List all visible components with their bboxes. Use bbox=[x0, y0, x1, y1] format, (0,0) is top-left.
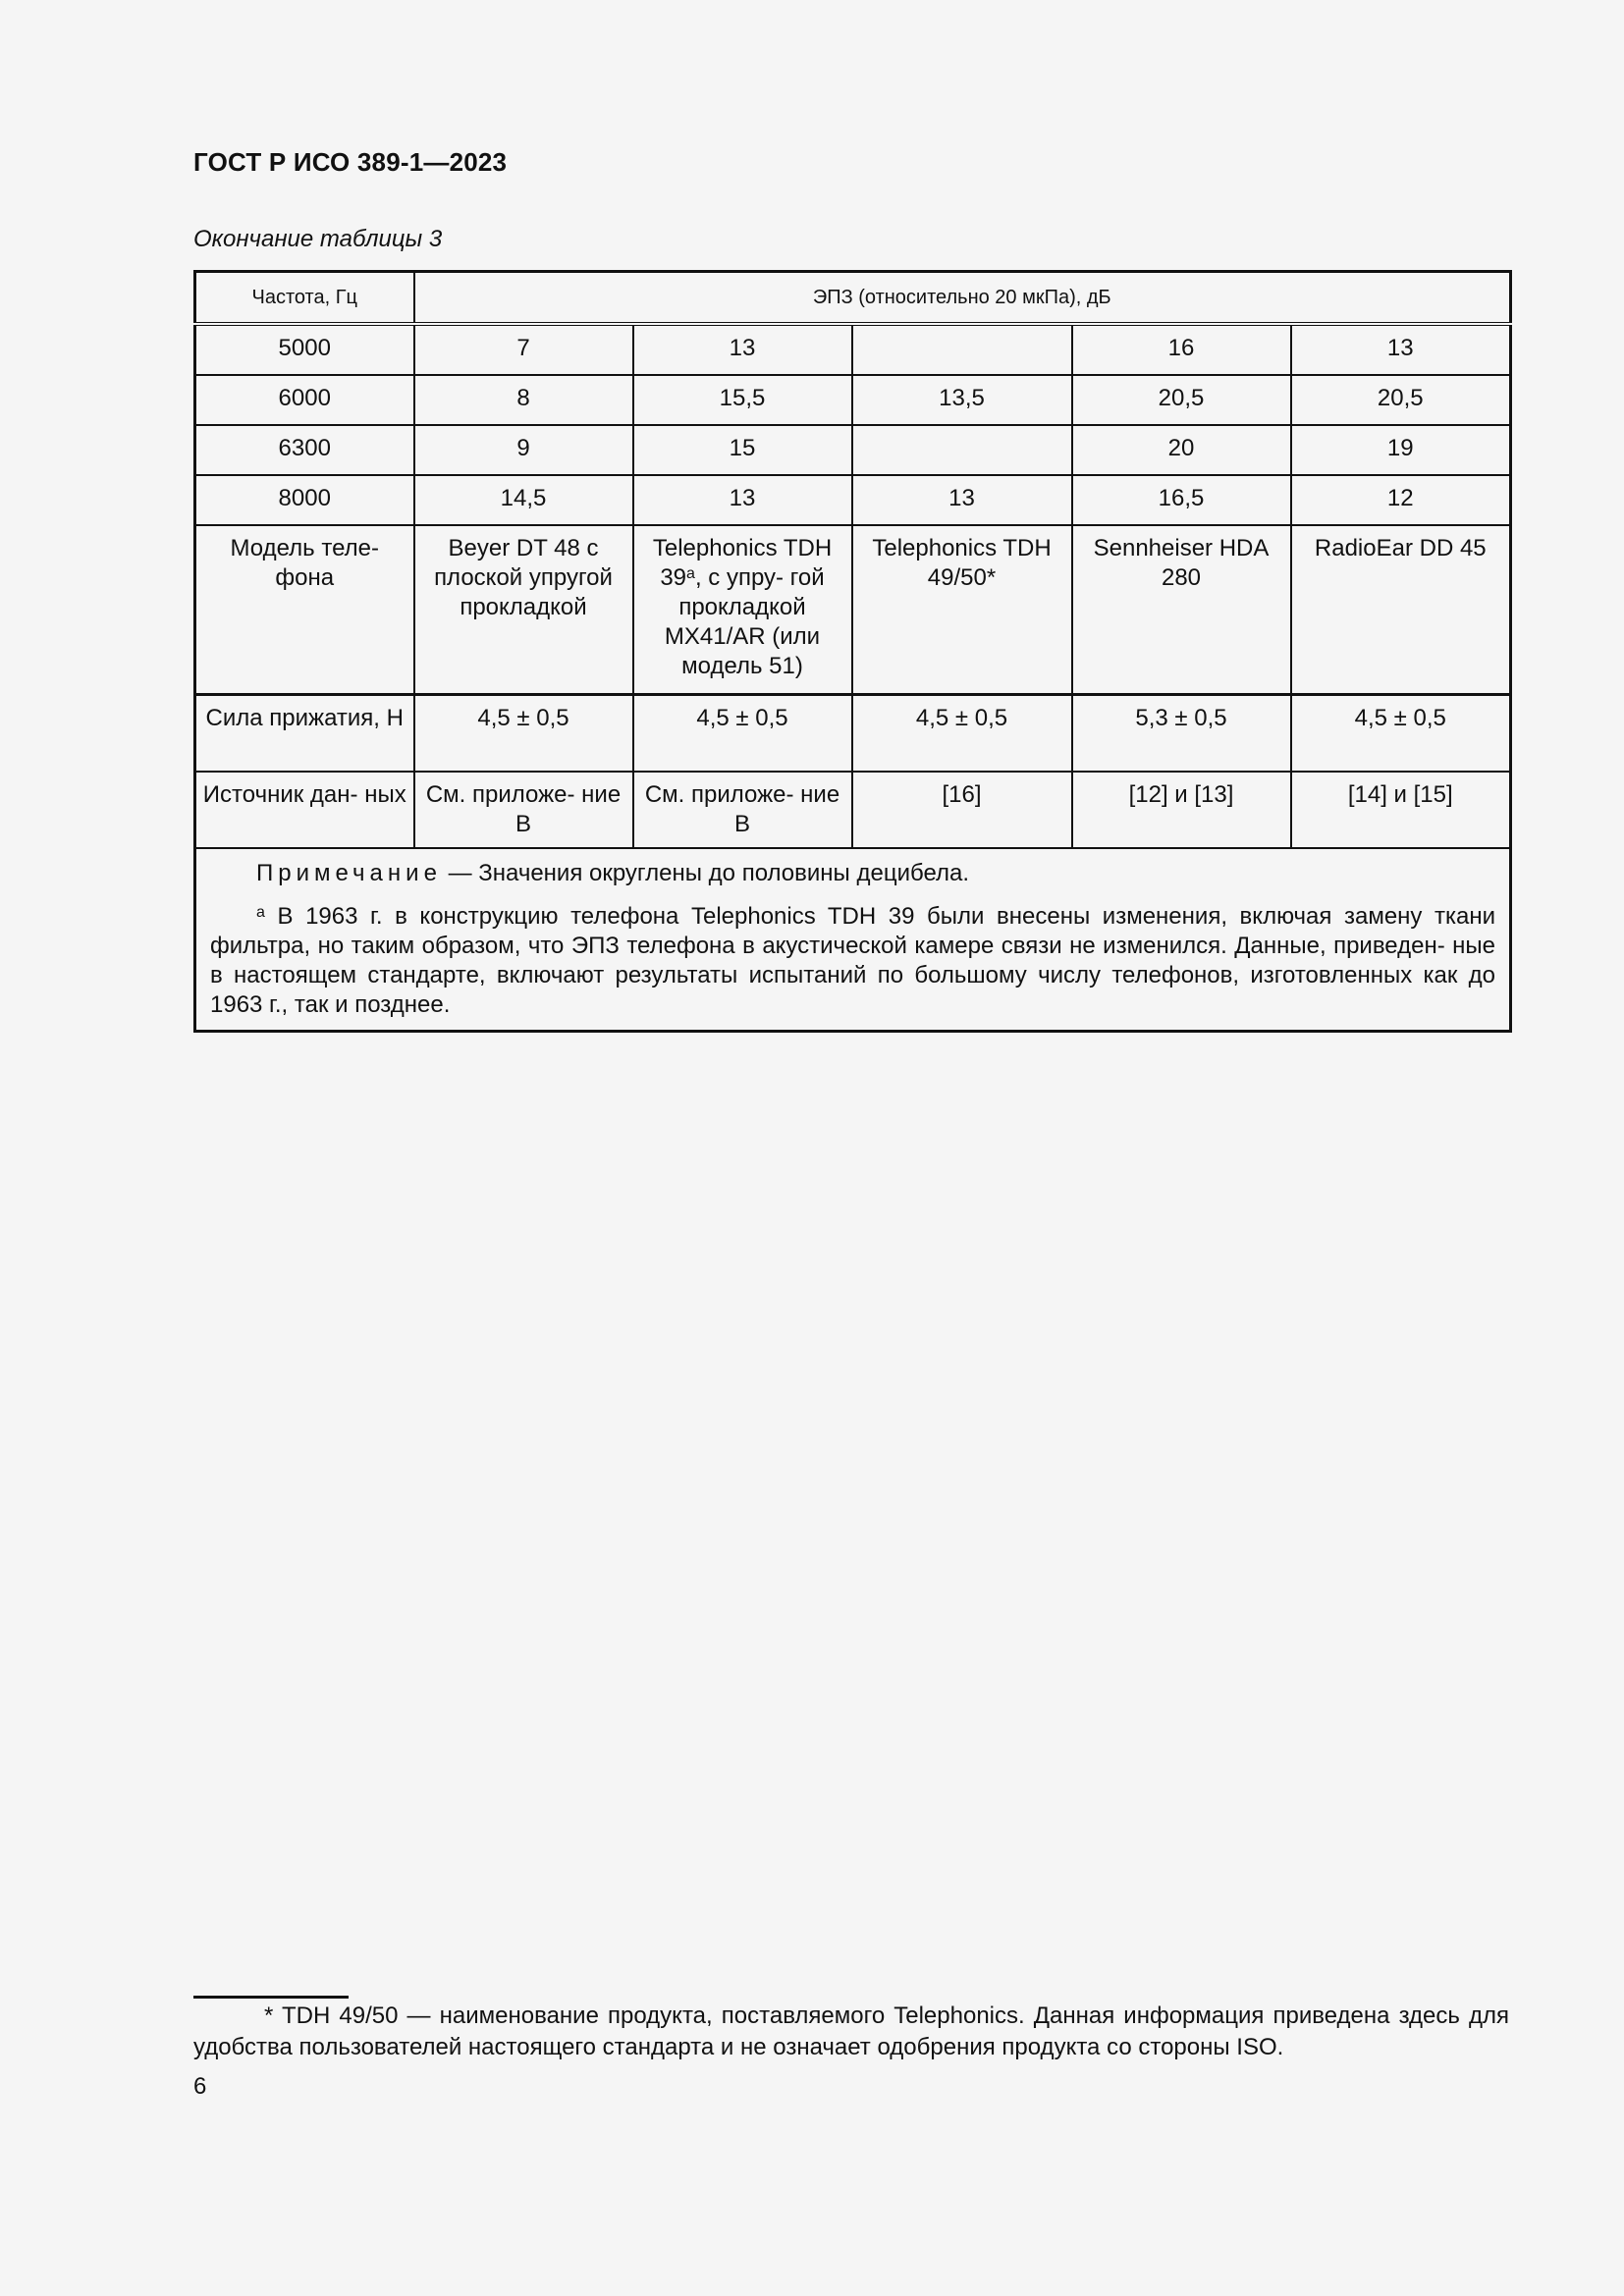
footnote-a-ref: a bbox=[686, 565, 695, 582]
table-cell: 15 bbox=[633, 425, 852, 475]
model-tdh39-name: Telephonics TDH 39 bbox=[652, 535, 833, 591]
table-footnote-a bbox=[210, 902, 1495, 1020]
table-cell: 20,5 bbox=[1291, 375, 1511, 425]
model-tdh39 bbox=[633, 525, 852, 695]
table-cell: 8000 bbox=[195, 475, 414, 525]
table-cell: 13 bbox=[1291, 324, 1511, 375]
header-frequency: Частота, Гц bbox=[195, 272, 414, 325]
footnote-a-marker: a bbox=[256, 904, 265, 921]
notes-cell bbox=[195, 848, 1511, 1032]
table-cell: 6300 bbox=[195, 425, 414, 475]
note-text: — Значения округлены до половины децибела. bbox=[441, 860, 970, 886]
model-label: Модель теле- фона bbox=[195, 525, 414, 695]
table-cell: 9 bbox=[414, 425, 633, 475]
table-cell: 16,5 bbox=[1072, 475, 1291, 525]
model-sennheiser: Sennheiser HDA 280 bbox=[1072, 525, 1291, 695]
table-cell bbox=[852, 324, 1072, 375]
table-cell: 13 bbox=[633, 324, 852, 375]
force-row bbox=[195, 695, 1511, 773]
table-row bbox=[195, 324, 1511, 375]
table-cell: Сила прижатия, Н bbox=[195, 695, 414, 773]
table-cell: 13 bbox=[852, 475, 1072, 525]
table-cell: 5000 bbox=[195, 324, 414, 375]
notes-row bbox=[195, 848, 1511, 1032]
table-cell: 5,3 ± 0,5 bbox=[1072, 695, 1291, 773]
table-row bbox=[195, 375, 1511, 425]
table-cell: 4,5 ± 0,5 bbox=[633, 695, 852, 773]
table-cell: 12 bbox=[1291, 475, 1511, 525]
table-note bbox=[210, 859, 1495, 888]
table-cell: 8 bbox=[414, 375, 633, 425]
table-cell: 19 bbox=[1291, 425, 1511, 475]
table-cell: 4,5 ± 0,5 bbox=[1291, 695, 1511, 773]
table-cell: 13 bbox=[633, 475, 852, 525]
document-header: ГОСТ Р ИСО 389-1—2023 bbox=[193, 147, 508, 177]
table-cell: [12] и [13] bbox=[1072, 772, 1291, 848]
footnote-a-text: В 1963 г. в конструкцию телефона Telephonics TDH 39 были внесены изменения, включая замену ткани фильтра, но таким образом, что ЭПЗ телефона в акустической камере связи не изменился. Данные, приведен- ные в настоящем стандарте, включают результаты испытаний по большому числу телефонов, изготовленных как до 1963 г., так и позднее. bbox=[210, 903, 1496, 1018]
table-cell: См. приложе- ние B bbox=[414, 772, 633, 848]
table-cell: 20,5 bbox=[1072, 375, 1291, 425]
table-cell: 14,5 bbox=[414, 475, 633, 525]
header-epz: ЭПЗ (относительно 20 мкПа), дБ bbox=[414, 272, 1511, 325]
table-cell: 6000 bbox=[195, 375, 414, 425]
model-radioear: RadioEar DD 45 bbox=[1291, 525, 1511, 695]
table-cell: См. приложе- ние B bbox=[633, 772, 852, 848]
model-row bbox=[195, 525, 1511, 695]
table-cell: Источник дан- ных bbox=[195, 772, 414, 848]
model-tdh49: Telephonics TDH 49/50* bbox=[852, 525, 1072, 695]
model-beyer: Beyer DT 48 с плоской упругой прокладкой bbox=[414, 525, 633, 695]
table-cell: [14] и [15] bbox=[1291, 772, 1511, 848]
table-cell: 4,5 ± 0,5 bbox=[852, 695, 1072, 773]
table-row bbox=[195, 425, 1511, 475]
page-number: 6 bbox=[193, 2073, 207, 2100]
table-cell: 13,5 bbox=[852, 375, 1072, 425]
table-cell: 4,5 ± 0,5 bbox=[414, 695, 633, 773]
table-cell bbox=[852, 425, 1072, 475]
table-row bbox=[195, 475, 1511, 525]
note-label: Примечание bbox=[256, 860, 442, 886]
model-tdh39-detail: , с упру- гой прокладкой MX41/AR (или модель 51) bbox=[664, 564, 825, 679]
table-cell: 20 bbox=[1072, 425, 1291, 475]
table-header-row bbox=[195, 272, 1511, 325]
page-footnote: * TDH 49/50 — наименование продукта, поставляемого Telephonics. Данная информация приведена здесь для удобства пользователей настоящего стандарта и не означает одобрения продукта со стороны ISO. bbox=[193, 2002, 1509, 2060]
table-caption: Окончание таблицы 3 bbox=[193, 226, 443, 252]
table-cell: [16] bbox=[852, 772, 1072, 848]
source-row bbox=[195, 772, 1511, 848]
footnote-divider bbox=[193, 1996, 349, 1999]
table-cell: 16 bbox=[1072, 324, 1291, 375]
table-cell: 7 bbox=[414, 324, 633, 375]
data-table bbox=[193, 270, 1512, 1033]
table-cell: 15,5 bbox=[633, 375, 852, 425]
